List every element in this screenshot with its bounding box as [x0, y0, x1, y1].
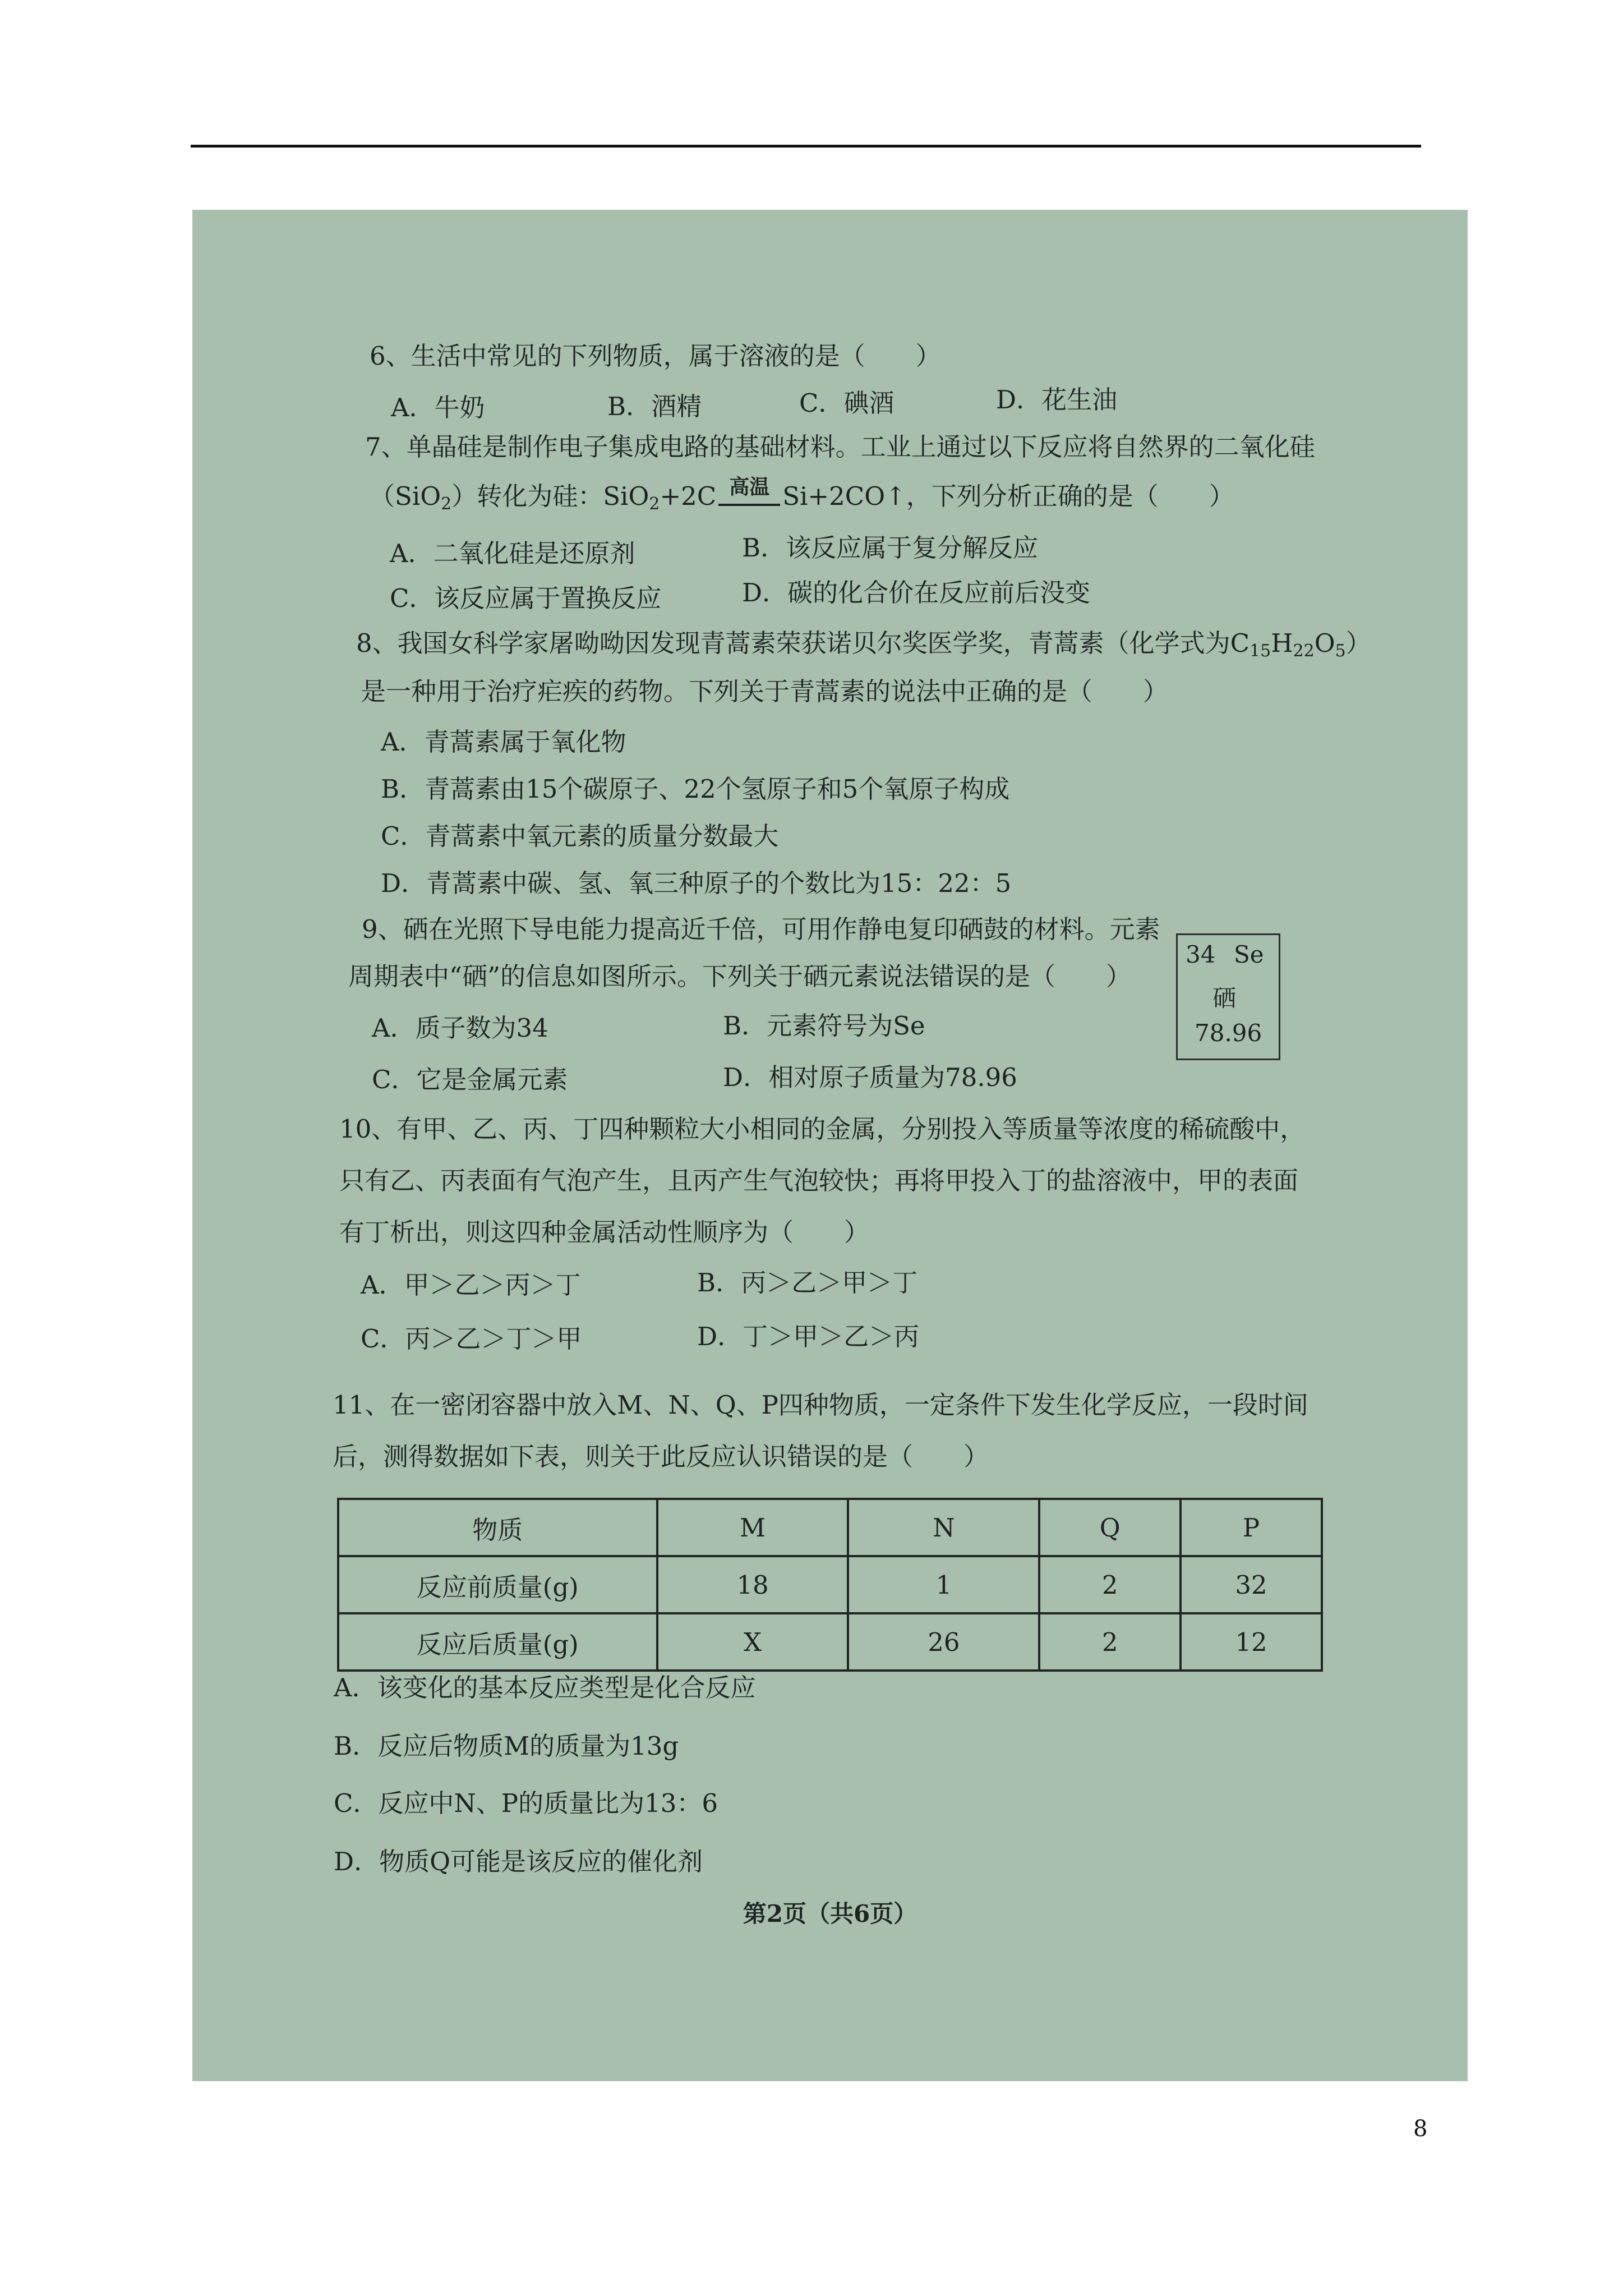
question-8-line2: 是一种用于治疗疟疾的药物。下列关于青蒿素的说法中正确的是（ ）	[361, 677, 1169, 706]
exam-photo	[192, 210, 1468, 2081]
question-8-line1: 8、我国女科学家屠呦呦因发现青蒿素荣获诺贝尔奖医学奖，青蒿素（化学式为$C_{15}H_{22}O_5$）	[356, 628, 1371, 661]
question-6-stem: 6、生活中常见的下列物质，属于溶液的是（ ）	[370, 341, 941, 371]
q6-option-a: A．牛奶	[391, 393, 485, 422]
table-header-cell: M	[657, 1499, 849, 1556]
table-cell: 反应后质量(g)	[338, 1613, 657, 1671]
q11-option-d: D．物质Q可能是该反应的催化剂	[334, 1847, 703, 1876]
table-cell: 1	[848, 1556, 1039, 1613]
q9-option-b: B．元素符号为Se	[723, 1011, 925, 1041]
reaction-condition: 高温	[718, 485, 780, 513]
question-9-line1: 9、硒在光照下导电能力提高近千倍，可用作静电复印硒鼓的材料。元素	[362, 914, 1160, 944]
question-11-line1: 11、在一密闭容器中放入M、N、Q、P四种物质，一定条件下发生化学反应，一段时间	[333, 1390, 1308, 1420]
q8-option-d: D．青蒿素中碳、氢、氧三种原子的个数比为15：22：5	[381, 868, 1012, 898]
question-11-line2: 后，测得数据如下表，则关于此反应认识错误的是（ ）	[333, 1442, 989, 1471]
atomic-mass: 78.96	[1195, 1019, 1262, 1047]
page-number: 8	[1413, 2116, 1428, 2142]
q7-option-a: A．二氧化硅是还原剂	[390, 539, 635, 568]
question-7-line2: （SiO$_2$）转化为硅：SiO$_2$+2C 高温 Si+2CO↑，下列分析正确的是（ ）	[370, 475, 1234, 514]
question-9-line2: 周期表中“硒”的信息如图所示。下列关于硒元素说法错误的是（ ）	[348, 961, 1132, 991]
q9-option-c: C．它是金属元素	[372, 1065, 568, 1094]
header-rule	[191, 145, 1421, 148]
question-10-line2: 只有乙、丙表面有气泡产生，且丙产生气泡较快；再将甲投入丁的盐溶液中，甲的表面	[339, 1166, 1299, 1195]
table-cell: 32	[1181, 1556, 1322, 1613]
q6-option-c: C．碘酒	[799, 388, 895, 418]
element-symbol: Se	[1234, 941, 1264, 968]
q11-option-b: B．反应后物质M的质量为13g	[334, 1731, 679, 1761]
q9-option-a: A．质子数为34	[372, 1013, 548, 1043]
table-header-cell: Q	[1039, 1499, 1181, 1556]
q10-option-a: A．甲＞乙＞丙＞丁	[361, 1270, 581, 1300]
table-header-cell: N	[848, 1499, 1039, 1556]
table-cell: 12	[1181, 1613, 1322, 1671]
q7-option-b: B．该反应属于复分解反应	[742, 533, 1039, 563]
q10-option-d: D．丁＞甲＞乙＞丙	[697, 1322, 920, 1351]
table-row	[338, 1556, 1322, 1613]
q8-option-c: C．青蒿素中氧元素的质量分数最大	[381, 821, 779, 851]
q10-option-b: B．丙＞乙＞甲＞丁	[697, 1268, 918, 1297]
q6-option-d: D．花生油	[996, 385, 1118, 415]
table-cell: 2	[1039, 1613, 1181, 1671]
table-cell: 反应前质量(g)	[338, 1556, 657, 1613]
q8-option-a: A．青蒿素属于氧化物	[381, 727, 626, 757]
element-name: 硒	[1212, 984, 1237, 1012]
reaction-data-table	[337, 1498, 1323, 1672]
q7-option-c: C．该反应属于置换反应	[390, 583, 662, 613]
selenium-element-card	[1176, 933, 1280, 1060]
q11-option-c: C．反应中N、P的质量比为13：6	[334, 1788, 718, 1818]
table-row	[338, 1613, 1322, 1671]
question-10-line3: 有丁析出，则这四种金属活动性顺序为（ ）	[339, 1217, 870, 1247]
question-10-line1: 10、有甲、乙、丙、丁四种颗粒大小相同的金属，分别投入等质量等浓度的稀硫酸中，	[339, 1114, 1306, 1144]
question-7-line1: 7、单晶硅是制作电子集成电路的基础材料。工业上通过以下反应将自然界的二氧化硅	[365, 432, 1315, 462]
table-header-cell: 物质	[338, 1499, 657, 1556]
atomic-number: 34	[1186, 941, 1216, 968]
q6-option-b: B．酒精	[607, 392, 702, 421]
q8-option-b: B．青蒿素由15个碳原子、22个氢原子和5个氧原子构成	[381, 774, 1010, 804]
table-header-cell: P	[1181, 1499, 1322, 1556]
q10-option-c: C．丙＞乙＞丁＞甲	[361, 1324, 582, 1354]
table-cell: 2	[1039, 1556, 1181, 1613]
q9-option-d: D．相对原子质量为78.96	[723, 1062, 1017, 1092]
table-cell: X	[657, 1613, 849, 1671]
table-header-row	[338, 1499, 1322, 1556]
q11-option-a: A．该变化的基本反应类型是化合反应	[334, 1673, 756, 1703]
q7-option-d: D．碳的化合价在反应前后没变	[742, 578, 1091, 608]
table-cell: 26	[848, 1613, 1039, 1671]
page-label: 第2页（共6页）	[743, 1900, 917, 1927]
table-cell: 18	[657, 1556, 849, 1613]
